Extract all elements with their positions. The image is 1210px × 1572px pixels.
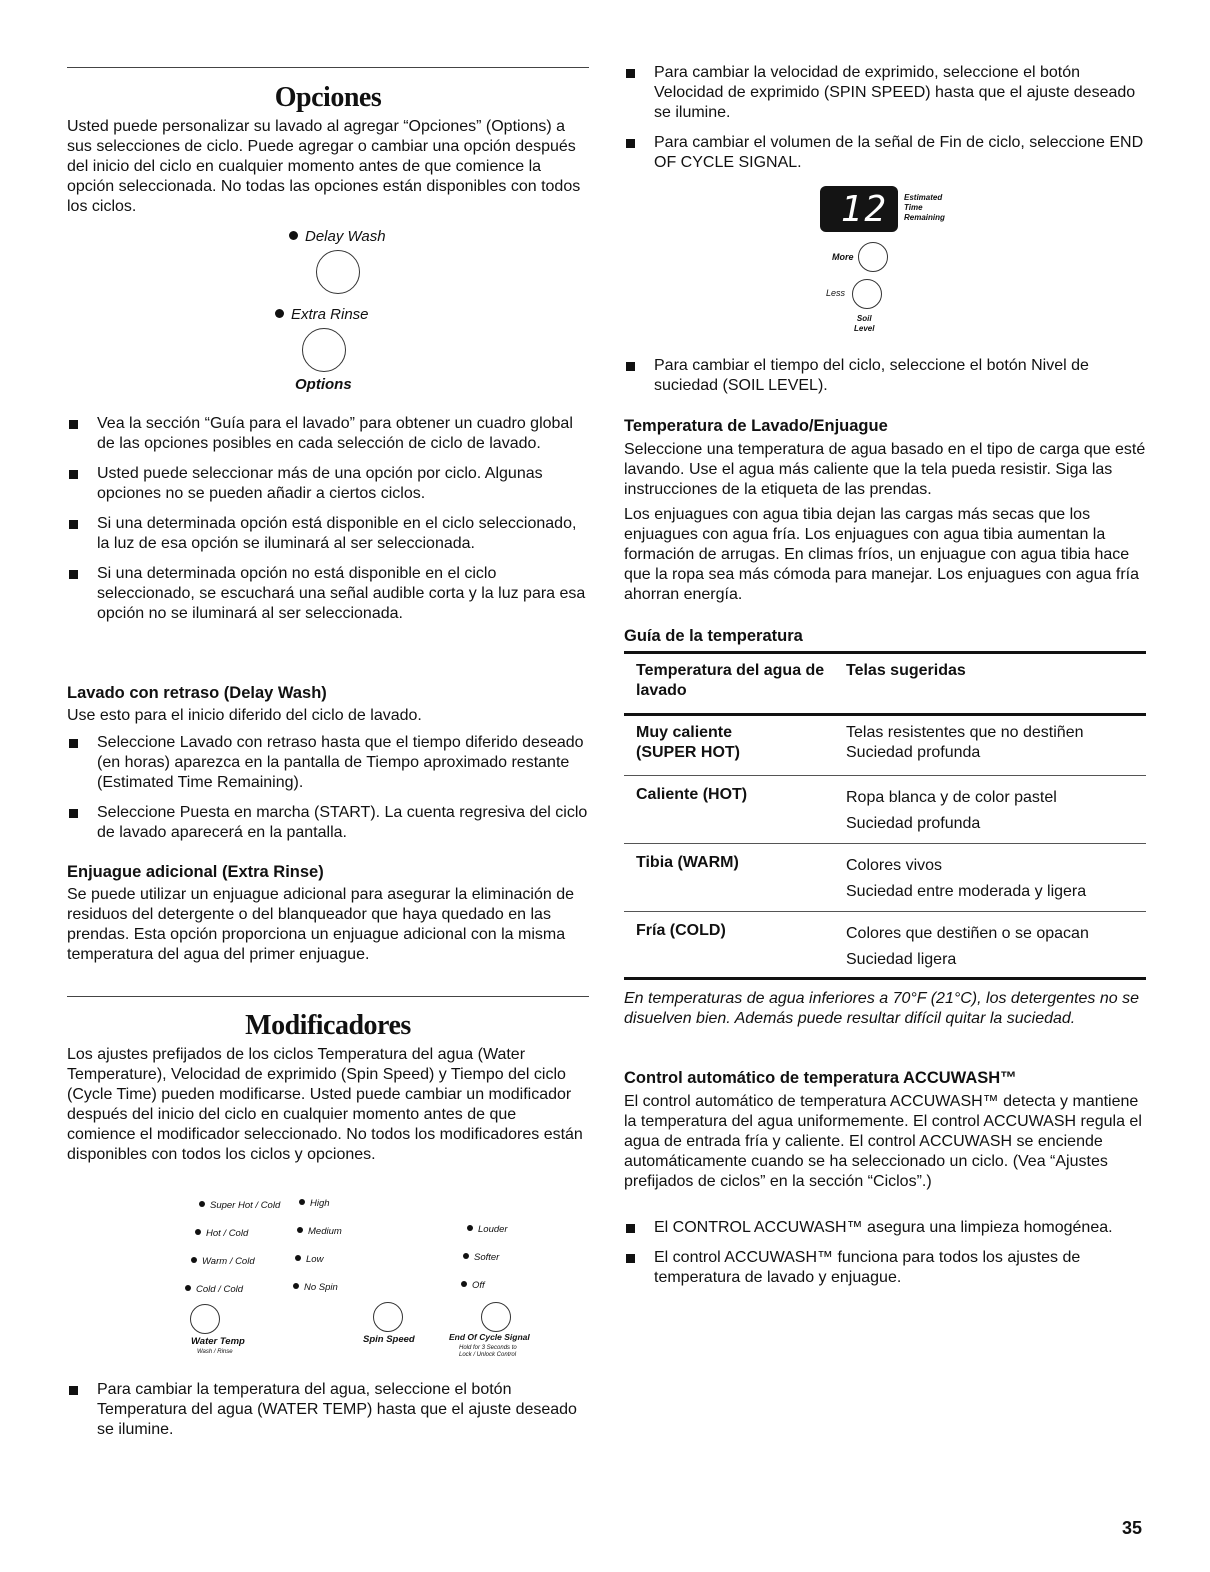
page-number: 35 bbox=[1122, 1518, 1143, 1538]
delay-wash-indicator bbox=[289, 228, 386, 245]
delay-bullet-list bbox=[67, 733, 589, 853]
softer-indicator: Softer bbox=[463, 1252, 499, 1263]
table-row-fabrics: Telas resistentes que no destiñen Suciedad profunda bbox=[846, 724, 1084, 761]
table-row-divider bbox=[624, 775, 1146, 776]
extra-rinse-heading: Enjuague adicional (Extra Rinse) bbox=[67, 863, 324, 881]
table-rule-header bbox=[624, 713, 1146, 716]
list-item: Usted puede seleccionar más de una opción por ciclo. Algunas opciones no se pueden añadir a ciertos ciclos. bbox=[67, 464, 589, 504]
indicator-light-icon bbox=[275, 309, 284, 318]
extra-rinse-label: Extra Rinse bbox=[291, 306, 369, 323]
estimated-label: Estimated Time Remaining bbox=[904, 193, 945, 222]
medium-indicator: Medium bbox=[297, 1226, 342, 1237]
opciones-title: Opciones bbox=[274, 82, 382, 113]
signal-sublabel-1: Hold for 3 Seconds to bbox=[459, 1345, 517, 1351]
table-row-temp: Caliente (HOT) bbox=[636, 786, 748, 803]
table-row-fabrics: Ropa blanca y de color pastel Suciedad profunda bbox=[846, 789, 1057, 832]
table-row-temp: Fría (COLD) bbox=[636, 922, 726, 939]
list-item: El CONTROL ACCUWASH™ asegura una limpieza homogénea. bbox=[624, 1218, 1146, 1238]
temp-note: En temperaturas de agua inferiores a 70°F (21°C), los detergentes no se disuelven bien. Además puede resultar difícil quitar la suciedad. bbox=[624, 990, 1140, 1027]
display-digits: 12 bbox=[840, 189, 888, 230]
list-item: Seleccione Puesta en marcha (START). La cuenta regresiva del ciclo de lavado aparecerá en la pantalla. bbox=[67, 803, 589, 843]
options-label: Options bbox=[295, 376, 352, 393]
divider bbox=[67, 996, 589, 997]
low-indicator: Low bbox=[295, 1254, 323, 1265]
modificadores-intro: Los ajustes prefijados de los ciclos Temperatura del agua (Water Temperature), Velocidad de exprimido (Spin Speed) y Tiempo del ciclo (Cycle Time) pueden modificarse. Usted puede cambiar un modificador después del inicio del ciclo en cualquier momento antes de que comience el modificador seleccionado. No todos los modificadores están disponibles con todos los ciclos y opciones. bbox=[67, 1046, 583, 1163]
soil-level-label: Soil Level bbox=[854, 314, 875, 333]
table-header-temp: Temperatura del agua de lavado bbox=[636, 662, 825, 699]
no-spin-indicator: No Spin bbox=[293, 1282, 338, 1293]
indicator-light-icon bbox=[289, 231, 298, 240]
warm-cold-indicator: Warm / Cold bbox=[191, 1256, 255, 1267]
list-item: Para cambiar el tiempo del ciclo, seleccione el botón Nivel de suciedad (SOIL LEVEL). bbox=[624, 356, 1146, 396]
list-item: Si una determinada opción no está disponible en el ciclo seleccionado, se escuchará una señal audible corta y la luz para esa opción no se iluminará al ser seleccionada. bbox=[67, 564, 589, 624]
more-button[interactable] bbox=[858, 242, 888, 272]
hot-cold-indicator: Hot / Cold bbox=[195, 1228, 248, 1239]
temp-text-2: Los enjuagues con agua tibia dejan las cargas más secas que los enjuagues con agua fría. Los enjuagues con agua tibia aumentan la formación de arrugas. En climas fríos, un enjuague con agua tibia hace que la ropa sea más cómoda para manejar. Los enjuagues con agua fría ahorran energía. bbox=[624, 506, 1139, 603]
cold-cold-indicator: Cold / Cold bbox=[185, 1284, 243, 1295]
super-hot-cold-indicator: Super Hot / Cold bbox=[199, 1200, 280, 1211]
extra-rinse-text: Se puede utilizar un enjuague adicional para asegurar la eliminación de residuos del detergente o del blanqueador que haya quedado en las prendas. Esta opción proporciona un enjuague adicional con la misma temperatura del agua del primer enjuague. bbox=[67, 886, 575, 963]
table-rule-top bbox=[624, 651, 1146, 654]
table-row-fabrics: Colores vivos Suciedad entre moderada y ligera bbox=[846, 857, 1087, 900]
accuwash-bullet-list bbox=[624, 1218, 1146, 1298]
delay-wash-text: Use esto para el inicio diferido del ciclo de lavado. bbox=[67, 707, 422, 724]
water-temp-label: Water Temp bbox=[191, 1336, 245, 1347]
temp-text-1: Seleccione una temperatura de agua basado en el tipo de carga que esté lavando. Use el agua más caliente que la tela pueda resistir. Siga las instrucciones de la etiqueta de las prendas. bbox=[624, 441, 1146, 498]
divider bbox=[67, 67, 589, 68]
table-row-temp: Tibia (WARM) bbox=[636, 854, 739, 871]
soil-bullet-list bbox=[624, 356, 1146, 406]
table-row-divider bbox=[624, 911, 1146, 912]
modificadores-title: Modificadores bbox=[245, 1010, 411, 1041]
water-temp-button[interactable] bbox=[190, 1304, 220, 1334]
spin-speed-label: Spin Speed bbox=[363, 1334, 415, 1345]
water-temp-sublabel: Wash / Rinse bbox=[197, 1349, 233, 1355]
list-item: Para cambiar la temperatura del agua, seleccione el botón Temperatura del agua (WATER TEMP) hasta que el ajuste deseado se ilumine. bbox=[67, 1380, 589, 1440]
table-row-temp: Muy caliente (SUPER HOT) bbox=[636, 724, 740, 761]
list-item: Si una determinada opción está disponible en el ciclo seleccionado, la luz de esa opción se iluminará al ser seleccionada. bbox=[67, 514, 589, 554]
list-item: Para cambiar la velocidad de exprimido, seleccione el botón Velocidad de exprimido (SPIN SPEED) hasta que el ajuste deseado se ilumine. bbox=[624, 63, 1146, 123]
high-indicator: High bbox=[299, 1198, 330, 1209]
temp-heading: Temperatura de Lavado/Enjuague bbox=[624, 417, 888, 435]
delay-wash-button[interactable] bbox=[316, 250, 360, 294]
louder-indicator: Louder bbox=[467, 1224, 508, 1235]
extra-rinse-indicator bbox=[275, 306, 369, 323]
signal-label: End Of Cycle Signal bbox=[449, 1332, 530, 1342]
less-button[interactable] bbox=[852, 279, 882, 309]
spin-speed-button[interactable] bbox=[373, 1302, 403, 1332]
modificadores-bullet-list bbox=[67, 1380, 589, 1450]
less-label: Less bbox=[826, 288, 846, 298]
signal-sublabel-2: Lock / Unlock Control bbox=[459, 1352, 517, 1358]
opciones-intro: Usted puede personalizar su lavado al agregar “Opciones” (Options) a sus selecciones de ciclo. Puede agregar o cambiar una opción después del inicio del ciclo en cualquier momento antes de que comience la opción seleccionada. No todas las opciones están disponibles con todos los ciclos. bbox=[67, 118, 581, 215]
off-indicator: Off bbox=[461, 1280, 485, 1291]
accuwash-text: El control automático de temperatura ACCUWASH™ detecta y mantiene la temperatura del agua uniformemente. El control ACCUWASH regula el agua de entrada fría y caliente. El control ACCUWASH se enciende automáticamente cuando se ha seleccionado un ciclo. (Vea “Ajustes prefijados de ciclos” en la sección “Ciclos”.) bbox=[624, 1093, 1142, 1190]
table-header-fabrics: Telas sugeridas bbox=[846, 662, 966, 679]
delay-wash-label: Delay Wash bbox=[305, 228, 386, 245]
options-panel bbox=[267, 226, 407, 396]
modifier-bullet-list bbox=[624, 63, 1146, 183]
list-item: Para cambiar el volumen de la señal de Fin de ciclo, seleccione END OF CYCLE SIGNAL. bbox=[624, 133, 1146, 173]
list-item: Vea la sección “Guía para el lavado” para obtener un cuadro global de las opciones posibles en cada selección de ciclo de lavado. bbox=[67, 414, 589, 454]
end-of-cycle-signal-button[interactable] bbox=[481, 1302, 511, 1332]
time-display bbox=[820, 186, 898, 232]
list-item: Seleccione Lavado con retraso hasta que el tiempo diferido deseado (en horas) aparezca en la pantalla de Tiempo aproximado restante (Estimated Time Remaining). bbox=[67, 733, 589, 793]
more-label: More bbox=[832, 252, 854, 262]
modifier-panel bbox=[183, 1196, 530, 1366]
list-item: El control ACCUWASH™ funciona para todos los ajustes de temperatura de lavado y enjuague. bbox=[624, 1248, 1146, 1288]
table-row-fabrics: Colores que destiñen o se opacan Suciedad ligera bbox=[846, 925, 1089, 968]
table-rule-bottom bbox=[624, 977, 1146, 980]
opciones-bullet-list bbox=[67, 414, 589, 634]
display-panel bbox=[818, 184, 968, 340]
accuwash-heading: Control automático de temperatura ACCUWASH™ bbox=[624, 1069, 1017, 1087]
table-row-divider bbox=[624, 843, 1146, 844]
guide-heading: Guía de la temperatura bbox=[624, 627, 803, 645]
extra-rinse-button[interactable] bbox=[302, 328, 346, 372]
delay-wash-heading: Lavado con retraso (Delay Wash) bbox=[67, 684, 327, 702]
